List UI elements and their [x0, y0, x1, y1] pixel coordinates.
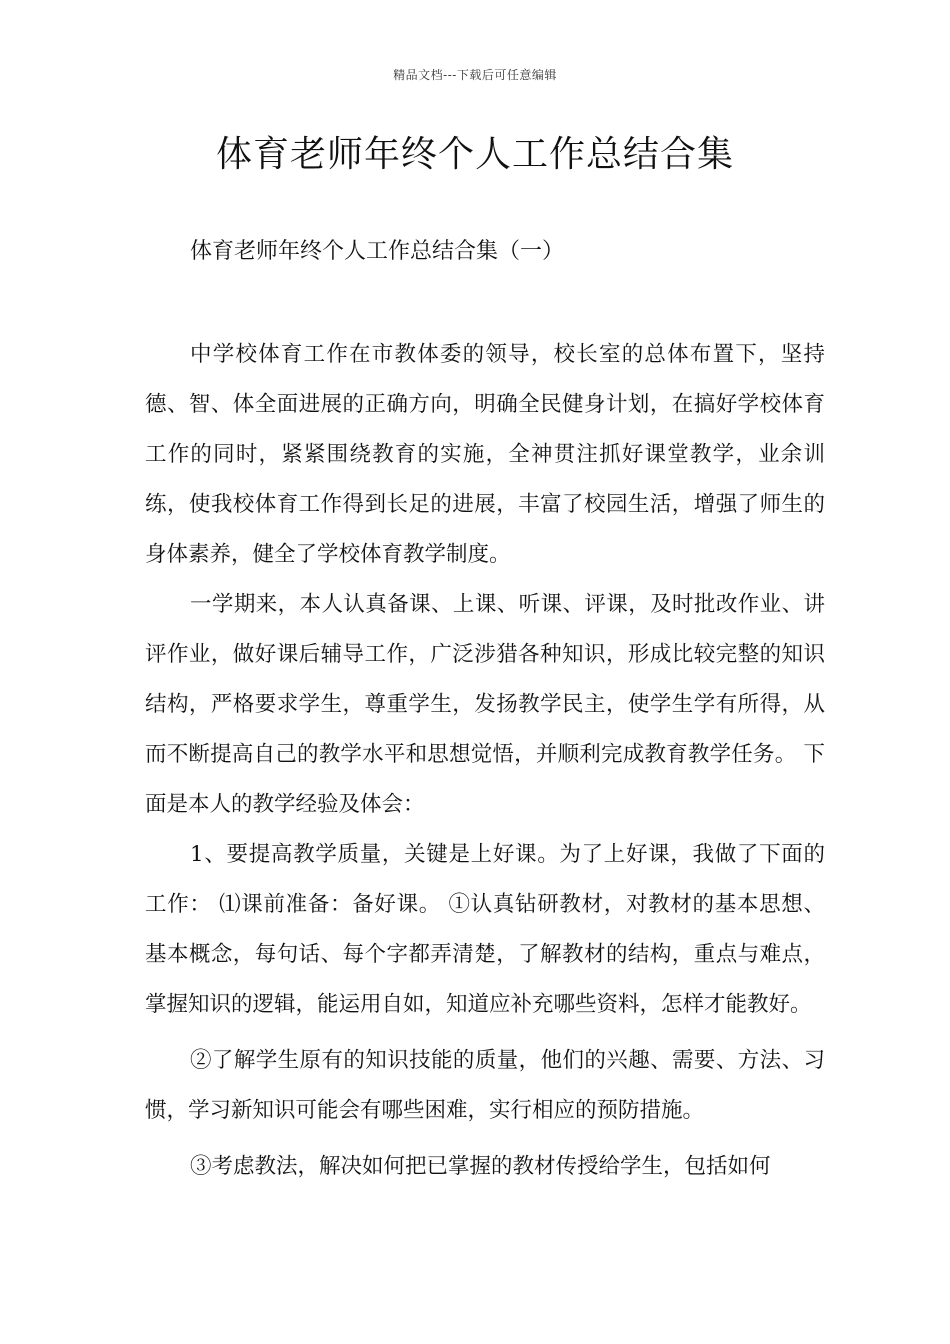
paragraph: 中学校体育工作在市教体委的领导，校长室的总体布置下，坚持德、智、体全面进展的正确方向，明确全民健身计划，在搞好学校体育工作的同时，紧紧围绕教育的实施，全神贯注抓好课堂教学，业余训练，使我校体育工作得到长足的进展，丰富了校园生活，增强了师生的身体素养，健全了学校体育教学制度。 [145, 342, 825, 567]
paragraph: ②了解学生原有的知识技能的质量，他们的兴趣、需要、方法、习惯，学习新知识可能会有哪些困难，实行相应的预防措施。 [145, 1048, 825, 1123]
header-note: 精品文档---下载后可任意编辑 [393, 68, 557, 82]
document-subtitle: 体育老师年终个人工作总结合集（一） [190, 239, 565, 264]
paragraph: ③考虑教法，解决如何把已掌握的教材传授给学生，包括如何 [190, 1154, 771, 1179]
document-title: 体育老师年终个人工作总结合集 [215, 134, 734, 175]
document-body [145, 330, 825, 1192]
paragraph: 1、要提高教学质量，关键是上好课。为了上好课，我做了下面的工作： ⑴课前准备：备好课。 ①认真钻研教材，对教材的基本思想、基本概念，每句话、每个字都弄清楚，了解教材的结构，重点与难点，掌握知识的逻辑，能运用自如，知道应补充哪些资料，怎样才能教好。 [145, 842, 825, 1017]
paragraph: 一学期来，本人认真备课、上课、听课、评课，及时批改作业、讲评作业，做好课后辅导工作，广泛涉猎各种知识，形成比较完整的知识结构，严格要求学生，尊重学生，发扬教学民主，使学生学有所得，从而不断提高自己的教学水平和思想觉悟，并顺利完成教育教学任务。 下面是本人的教学经验及体会： [145, 592, 825, 817]
